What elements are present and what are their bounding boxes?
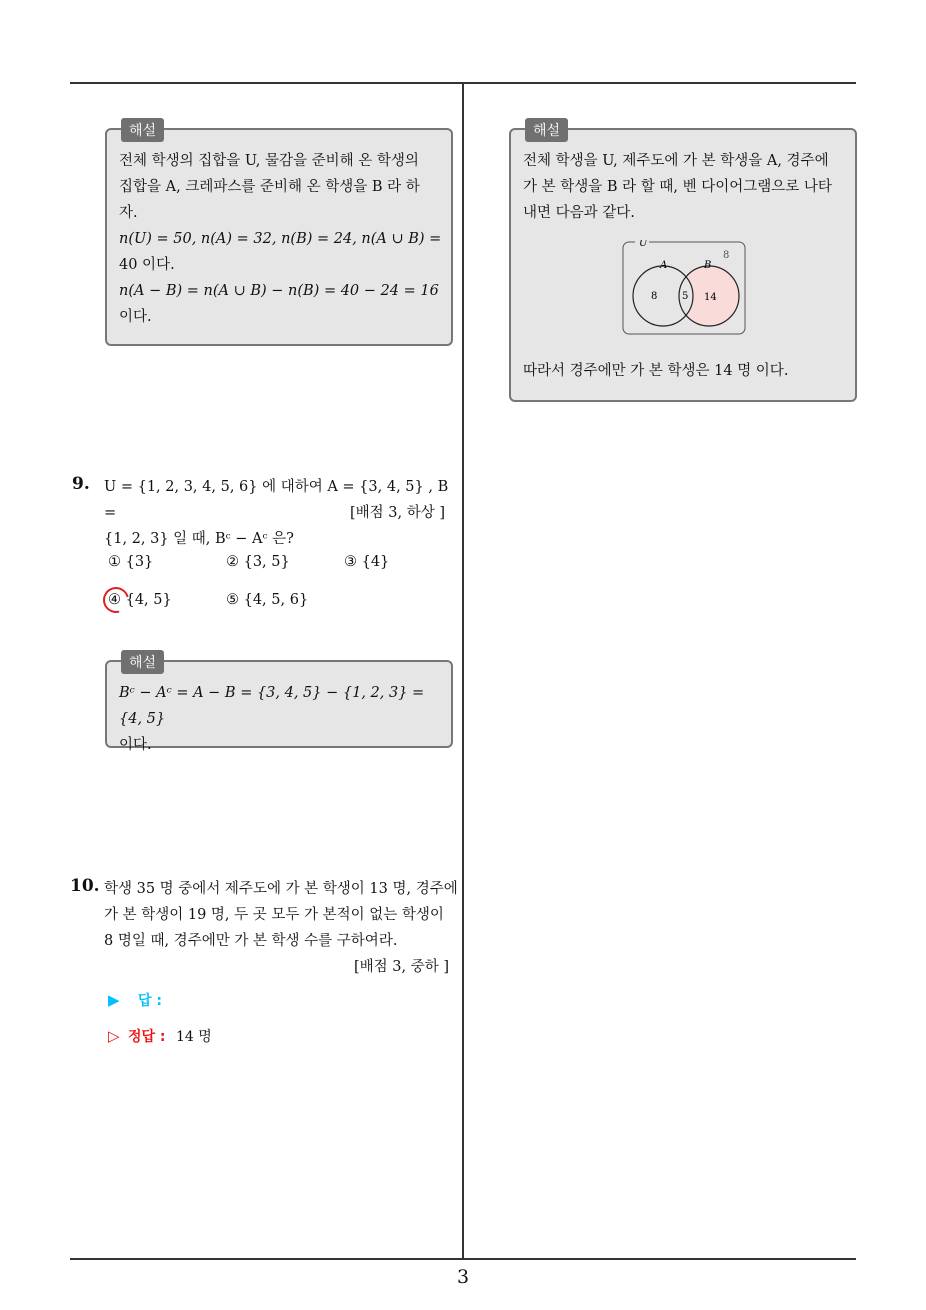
correct-value: 14 명 — [175, 1029, 212, 1045]
solution-line: n(U) = 50, n(A) = 32, n(B) = 24, n(A ∪ B) = — [119, 231, 442, 247]
correct-answer-row — [108, 1026, 212, 1046]
solution-tag: 해설 — [121, 118, 164, 142]
question-line: 가 본 학생이 19 명, 두 곳 모두 가 본적이 없는 학생이 — [104, 907, 444, 923]
solution-box-3 — [509, 123, 857, 402]
solution-tag: 해설 — [525, 118, 568, 142]
outline-play-icon: ▷ — [108, 1027, 120, 1045]
column-divider — [462, 84, 464, 1258]
score-label: [배점 3, 하상 ] — [350, 505, 446, 521]
venn-diagram — [621, 240, 751, 338]
solution-box-2 — [105, 655, 453, 753]
solution-line: Bᶜ − Aᶜ = A − B = {3, 4, 5} − {1, 2, 3} = {4, 5} — [119, 685, 425, 727]
score-label: [배점 3, 중하 ] — [354, 959, 450, 975]
selected-answer-mark — [98, 582, 134, 618]
question-line: 학생 35 명 중에서 제주도에 가 본 학생이 13 명, 경주에 — [104, 881, 458, 897]
universal-label: U — [639, 240, 648, 249]
question-text — [104, 876, 460, 954]
solution-line: 가 본 학생을 B 라 할 때, 벤 다이어그램으로 나타 — [523, 179, 832, 195]
question-line: {1, 2, 3} 일 때, Bᶜ − Aᶜ 은? — [104, 531, 294, 547]
only-a-count: 8 — [651, 291, 658, 302]
answer-label: 답 : — [138, 993, 162, 1009]
solution-line: 이다. — [119, 737, 152, 753]
solution-line: 이다. — [119, 309, 152, 325]
intersection-count: 5 — [682, 291, 689, 302]
solution-line: 전체 학생을 U, 제주도에 가 본 학생을 A, 경주에 — [523, 153, 829, 169]
solution-text — [523, 148, 849, 226]
solution-line: n(A − B) = n(A ∪ B) − n(B) = 40 − 24 = 16 — [119, 283, 439, 299]
solution-line: 자. — [119, 205, 138, 221]
set-b-label: B — [704, 260, 712, 271]
solution-line: 집합을 A, 크레파스를 준비해 온 학생을 B 라 하 — [119, 179, 420, 195]
choice-3[interactable]: ③ {4} — [344, 554, 390, 570]
bottom-rule — [70, 1258, 856, 1260]
page-number: 3 — [456, 1266, 470, 1288]
question-number: 9. — [72, 474, 90, 494]
only-b-count: 14 — [704, 292, 717, 303]
choice-5[interactable]: ⑤ {4, 5, 6} — [226, 592, 309, 608]
solution-tag: 해설 — [121, 650, 164, 674]
solution-line: 40 이다. — [119, 257, 175, 273]
choice-2[interactable]: ② {3, 5} — [226, 554, 290, 570]
solution-line: 내면 다음과 같다. — [523, 205, 635, 221]
set-a-label: A — [660, 260, 668, 271]
solution-line: 전체 학생의 집합을 U, 물감을 준비해 온 학생의 — [119, 153, 419, 169]
choice-1[interactable]: ① {3} — [108, 554, 154, 570]
correct-label: 정답 : — [128, 1029, 166, 1045]
outside-count: 8 — [723, 250, 730, 261]
play-icon: ▶ — [108, 991, 120, 1009]
solution-conclusion: 따라서 경주에만 가 본 학생은 14 명 이다. — [523, 363, 789, 379]
choice-4[interactable]: ④ {4, 5} — [108, 592, 172, 608]
solution-box-1 — [105, 123, 453, 346]
question-line: U = {1, 2, 3, 4, 5, 6} 에 대하여 A = {3, 4, 5} , B = — [104, 479, 449, 521]
question-number: 10. — [70, 876, 100, 896]
question-line: 8 명일 때, 경주에만 가 본 학생 수를 구하여라. — [104, 933, 398, 949]
solution-text — [119, 148, 445, 330]
answer-row — [108, 990, 162, 1010]
solution-text — [119, 680, 445, 758]
